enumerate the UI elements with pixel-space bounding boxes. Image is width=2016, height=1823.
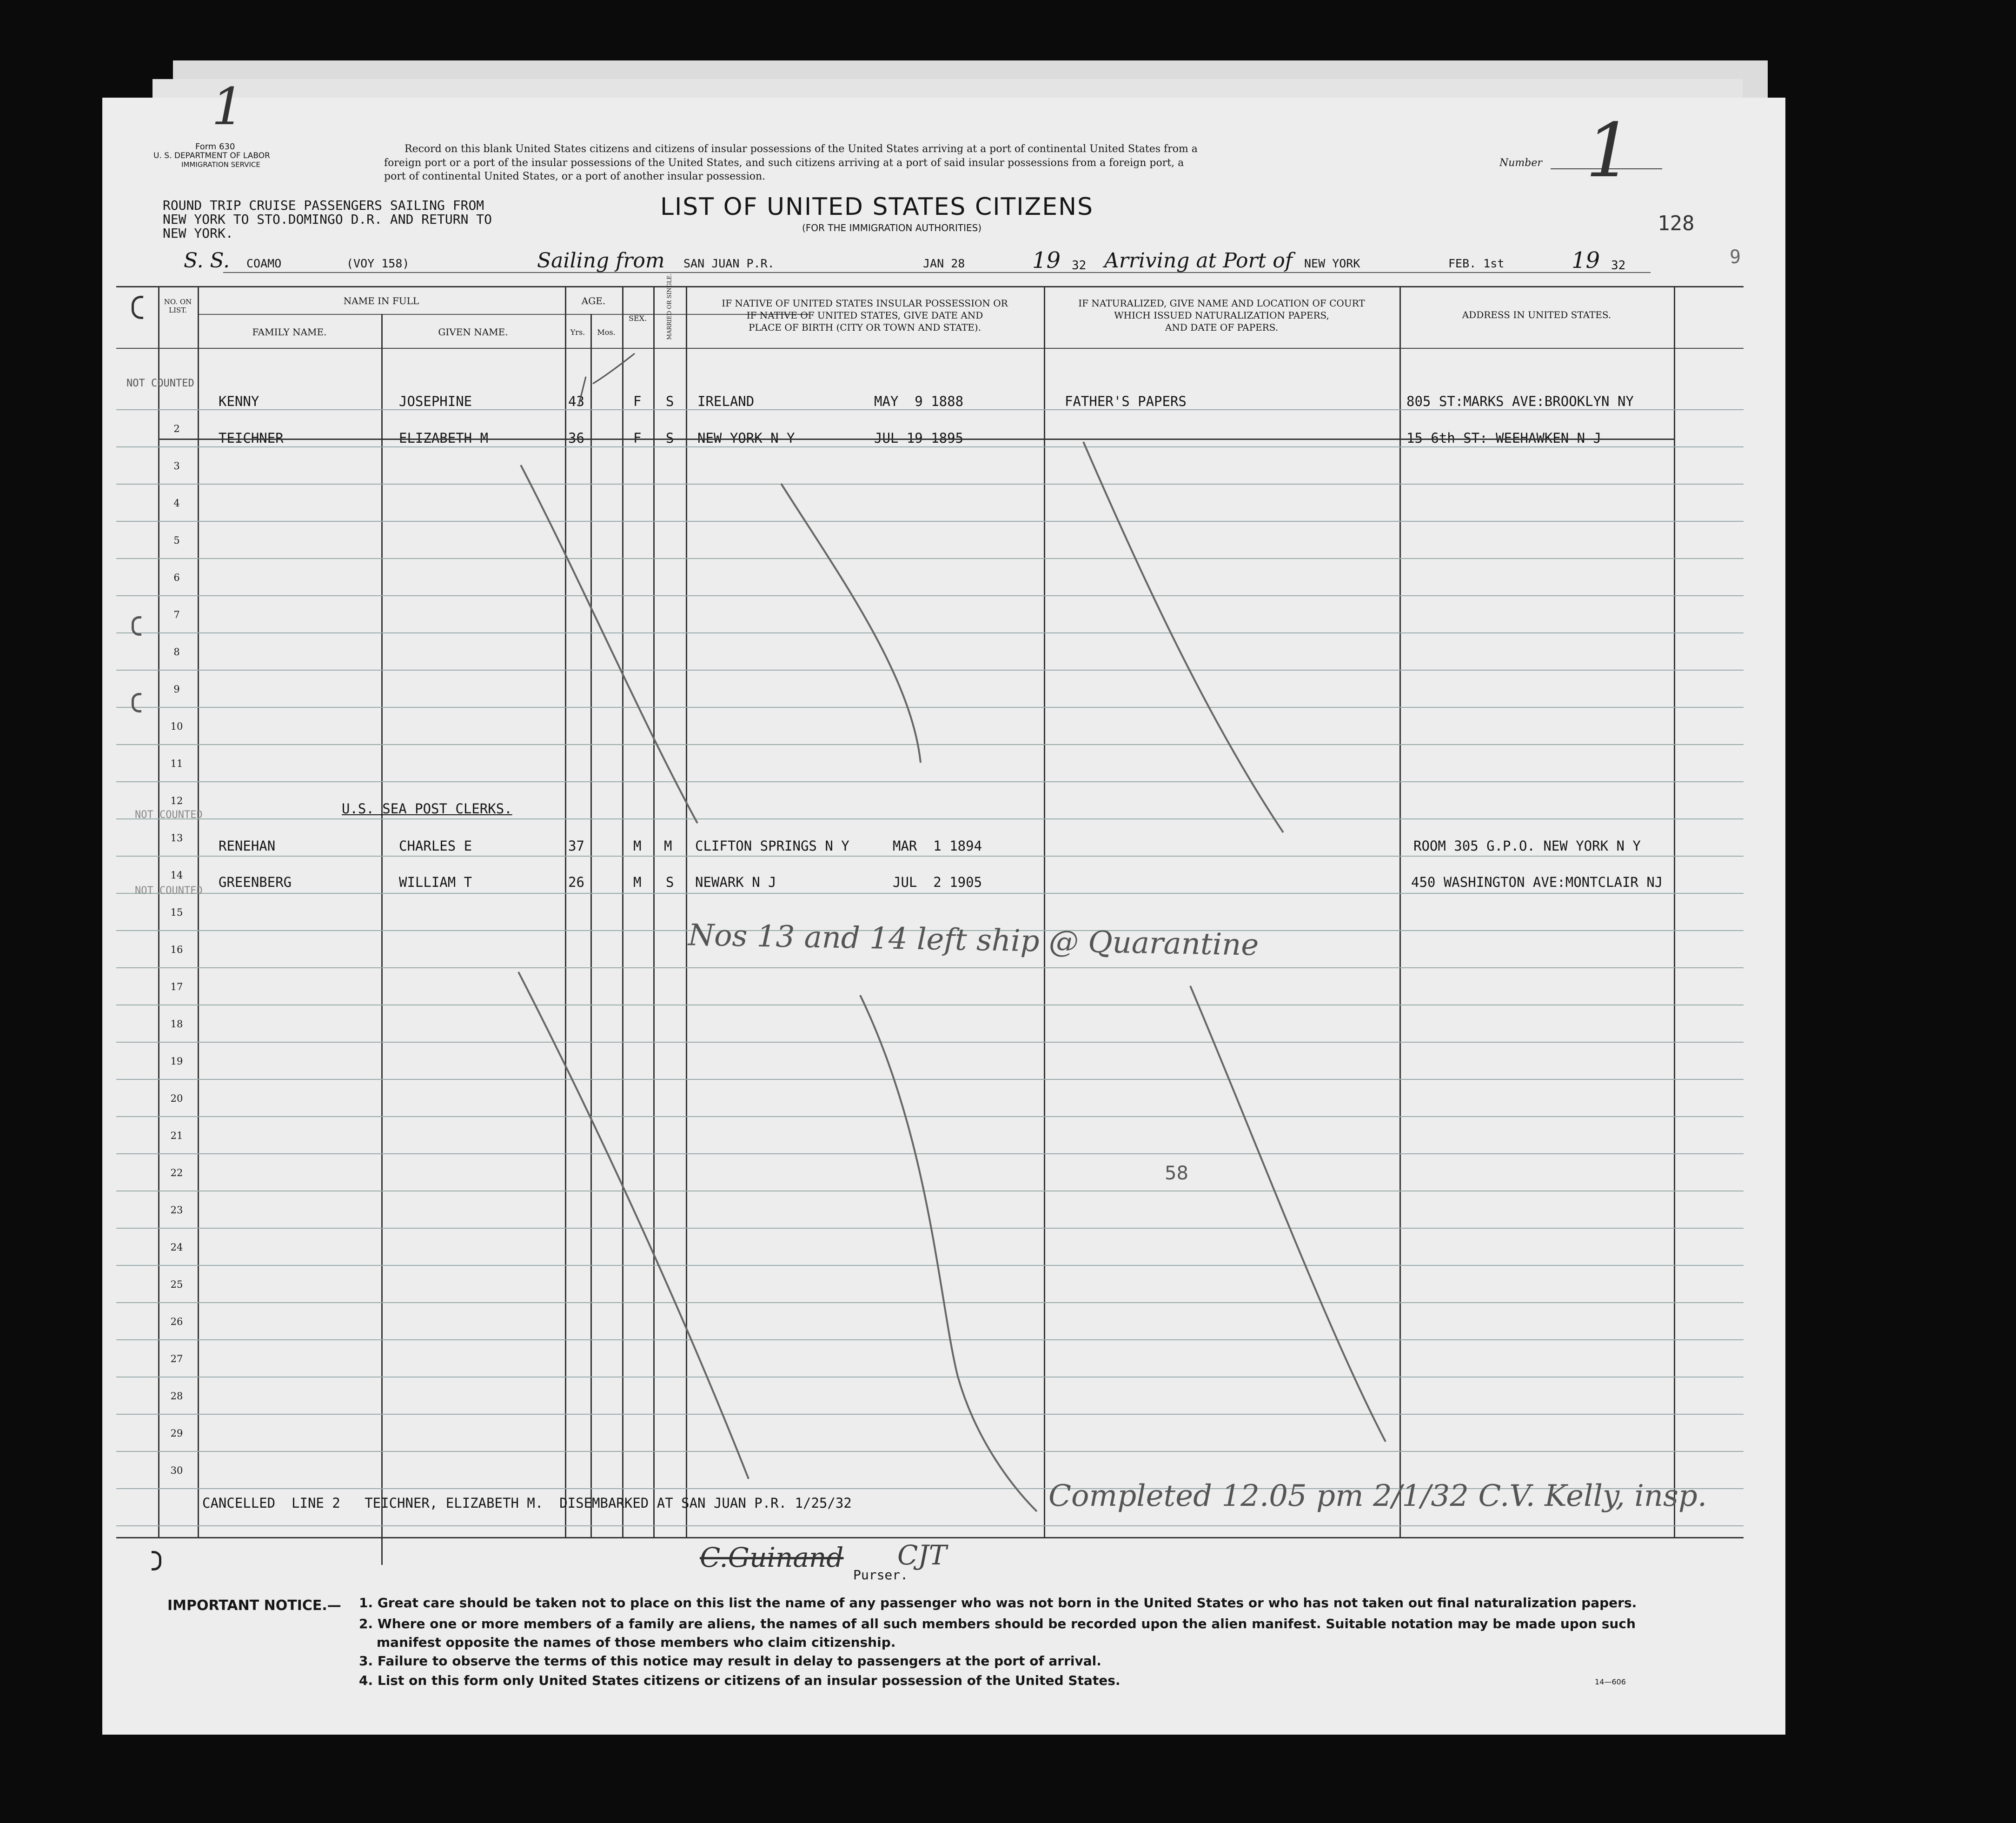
marital-status: S bbox=[666, 393, 674, 409]
age-years: 43 bbox=[568, 393, 584, 409]
arrival-port: NEW YORK bbox=[1304, 257, 1360, 270]
section-label: U.S. SEA POST CLERKS. bbox=[342, 801, 512, 817]
row-number: 4 bbox=[173, 498, 180, 509]
row-number: 17 bbox=[170, 981, 183, 992]
header-birth-2: IF NATIVE OF UNITED STATES, GIVE DATE AND bbox=[746, 310, 983, 321]
cruise-note-2: NEW YORK TO STO.DOMINGO D.R. AND RETURN TO bbox=[163, 212, 492, 227]
instructions-line-2: foreign port or a port of the insular possessions of the United States, and such citizens arriving at a port of said insular possessions from a foreign port, a bbox=[384, 157, 1184, 169]
header-mos: Mos. bbox=[597, 328, 616, 337]
voyage-number: (VOY 158) bbox=[346, 257, 410, 270]
header-naturalized-3: AND DATE OF PAPERS. bbox=[1165, 322, 1279, 333]
row-number: 24 bbox=[170, 1242, 183, 1253]
header-naturalized-2: WHICH ISSUED NATURALIZATION PAPERS, bbox=[1114, 310, 1329, 321]
row-number: 7 bbox=[173, 609, 180, 620]
not-counted-stamp: NOT COUNTED bbox=[135, 809, 203, 821]
birth-place: IRELAND bbox=[697, 393, 755, 409]
row-number: 23 bbox=[170, 1204, 183, 1216]
notice-heading: IMPORTANT NOTICE.— bbox=[167, 1597, 341, 1614]
header-birth-1: IF NATIVE OF UNITED STATES INSULAR POSSESSION OR bbox=[722, 298, 1008, 309]
number-label: Number bbox=[1499, 157, 1542, 169]
birth-place: CLIFTON SPRINGS N Y bbox=[695, 838, 849, 854]
arriving-label: Arriving at Port of bbox=[1104, 249, 1293, 273]
header-yrs: Yrs. bbox=[570, 328, 585, 337]
given-name: JOSEPHINE bbox=[399, 393, 472, 409]
address: 15 6th ST: WEEHAWKEN N J bbox=[1406, 430, 1602, 446]
family-name: GREENBERG bbox=[219, 874, 292, 890]
family-name: RENEHAN bbox=[219, 838, 276, 854]
row-number: 10 bbox=[170, 721, 183, 732]
header-naturalized-1: IF NATURALIZED, GIVE NAME AND LOCATION OF COURT bbox=[1078, 298, 1365, 309]
header-sex: SEX. bbox=[628, 314, 647, 323]
header-no: NO. ON LIST. bbox=[164, 298, 192, 314]
ship-name: COAMO bbox=[246, 257, 282, 270]
binding-mark bbox=[132, 616, 141, 636]
binding-mark bbox=[132, 693, 141, 712]
sailing-label: Sailing from bbox=[537, 249, 665, 273]
purser-initials: CJT bbox=[897, 1539, 947, 1571]
row-number: 18 bbox=[170, 1018, 183, 1030]
row-number: 22 bbox=[170, 1167, 183, 1178]
form-code: 14—606 bbox=[1595, 1677, 1626, 1686]
header-family-name: FAMILY NAME. bbox=[252, 326, 327, 338]
quarantine-note: Nos 13 and 14 left ship @ Quarantine bbox=[688, 918, 1259, 963]
instructions-line-1: Record on this blank United States citizens and citizens of insular possessions of the United States arriving at a port of continental United States from a bbox=[405, 143, 1198, 155]
row-number: 27 bbox=[170, 1353, 183, 1364]
page-subtitle: (FOR THE IMMIGRATION AUTHORITIES) bbox=[802, 222, 982, 233]
notice-item-1: 1. Great care should be taken not to place on this list the name of any passenger who was not born in the United States or who has not taken out final naturalization papers. bbox=[359, 1595, 1637, 1610]
service: IMMIGRATION SERVICE bbox=[181, 160, 260, 169]
department: U. S. DEPARTMENT OF LABOR bbox=[153, 151, 270, 160]
header-given-name: GIVEN NAME. bbox=[438, 326, 508, 338]
row-number: 25 bbox=[170, 1279, 183, 1290]
notice-item-4: 4. List on this form only United States citizens or citizens of an insular possession of the United States. bbox=[359, 1673, 1121, 1688]
row-number: 11 bbox=[170, 758, 183, 769]
given-name: ELIZABETH M bbox=[399, 430, 489, 446]
birth-date: MAY 9 1888 bbox=[874, 393, 964, 409]
sailing-year: 32 bbox=[1072, 259, 1087, 273]
purser-label: Purser. bbox=[853, 1567, 909, 1583]
header-birth-3: PLACE OF BIRTH (CITY OR TOWN AND STATE). bbox=[748, 322, 981, 333]
row-number: 20 bbox=[170, 1093, 183, 1104]
header-married: MARRIED OR SINGLE. bbox=[666, 273, 673, 340]
notice-item-2: 2. Where one or more members of a family are aliens, the names of all such members should be recorded upon the alien manifest. Suitable notation may be made upon such bbox=[359, 1616, 1636, 1631]
age-years: 36 bbox=[568, 430, 584, 446]
row-number: 12 bbox=[170, 795, 183, 806]
header-name-in-full: NAME IN FULL bbox=[343, 295, 419, 306]
given-name: CHARLES E bbox=[399, 838, 472, 854]
row-number: 9 bbox=[173, 684, 180, 695]
given-name: WILLIAM T bbox=[399, 874, 472, 890]
sex: M bbox=[633, 874, 642, 890]
age-years: 26 bbox=[568, 874, 584, 890]
row-number: 15 bbox=[170, 907, 183, 918]
sex: F bbox=[633, 430, 642, 446]
row-number: 19 bbox=[170, 1056, 183, 1067]
row-number: 8 bbox=[173, 646, 180, 658]
page-title: LIST OF UNITED STATES CITIZENS bbox=[660, 193, 1094, 221]
row-number: 6 bbox=[173, 572, 180, 583]
birth-place: NEWARK N J bbox=[695, 874, 776, 890]
cruise-note-3: NEW YORK. bbox=[163, 226, 233, 241]
header-address: ADDRESS IN UNITED STATES. bbox=[1462, 309, 1611, 320]
edge-mark: 9 bbox=[1730, 246, 1741, 268]
sex: M bbox=[633, 838, 642, 854]
arrival-year: 32 bbox=[1611, 259, 1626, 273]
sailing-date: JAN 28 bbox=[923, 257, 965, 270]
not-counted-stamp: NOT COUNTED bbox=[126, 378, 194, 389]
marital-status: S bbox=[666, 874, 674, 890]
arrival-date: FEB. 1st bbox=[1448, 257, 1505, 270]
age-years: 37 bbox=[568, 838, 584, 854]
corner-mark: 1 bbox=[212, 77, 244, 136]
row-number: 30 bbox=[170, 1465, 183, 1476]
row-number: 5 bbox=[173, 535, 180, 546]
page-number: 128 bbox=[1658, 212, 1695, 235]
row-number: 21 bbox=[170, 1130, 183, 1141]
ss-label: S. S. bbox=[184, 249, 230, 273]
marital-status: M bbox=[664, 838, 672, 854]
birth-date: JUL 2 1905 bbox=[893, 874, 982, 890]
form-number: Form 630 bbox=[195, 142, 235, 152]
address: 450 WASHINGTON AVE:MONTCLAIR NJ bbox=[1411, 874, 1663, 890]
completed-note: Completed 12.05 pm 2/1/32 C.V. Kelly, insp. bbox=[1048, 1479, 1707, 1513]
row-number: 3 bbox=[173, 460, 180, 472]
family-name: KENNY bbox=[219, 393, 259, 409]
row-number: 16 bbox=[170, 944, 183, 955]
birth-date: MAR 1 1894 bbox=[893, 838, 982, 854]
cruise-note-1: ROUND TRIP CRUISE PASSENGERS SAILING FROM bbox=[163, 198, 484, 213]
sex: F bbox=[633, 393, 642, 409]
row-number: 29 bbox=[170, 1428, 183, 1439]
header-age: AGE. bbox=[581, 295, 606, 306]
number-value: 1 bbox=[1585, 107, 1633, 194]
row-number: 13 bbox=[170, 832, 183, 844]
cancel-note: CANCELLED LINE 2 TEICHNER, ELIZABETH M. DISEMBARKED AT SAN JUAN P.R. 1/25/32 bbox=[202, 1495, 852, 1511]
sailing-port: SAN JUAN P.R. bbox=[683, 257, 775, 270]
row-number: 2 bbox=[173, 423, 180, 434]
birth-place: NEW YORK N Y bbox=[697, 430, 795, 446]
notice-item-3: 3. Failure to observe the terms of this notice may result in delay to passengers at the port of arrival. bbox=[359, 1653, 1101, 1669]
row-number: 26 bbox=[170, 1316, 183, 1327]
stray-number: 58 bbox=[1165, 1163, 1188, 1184]
address: ROOM 305 G.P.O. NEW YORK N Y bbox=[1413, 838, 1641, 854]
address: 805 ST:MARKS AVE:BROOKLYN NY bbox=[1406, 393, 1634, 409]
marital-status: S bbox=[666, 430, 674, 446]
naturalization-papers: FATHER'S PAPERS bbox=[1065, 393, 1187, 409]
arrival-year-label: 19 bbox=[1572, 247, 1600, 273]
purser-signature: C.Guinand bbox=[700, 1542, 844, 1573]
year-label: 19 bbox=[1032, 247, 1061, 273]
instructions-line-3: port of continental United States, or a port of another insular possession. bbox=[384, 171, 766, 182]
not-counted-stamp: NOT COUNTED bbox=[135, 885, 203, 897]
binding-mark bbox=[132, 296, 143, 319]
notice-item-2-cont: manifest opposite the names of those members who claim citizenship. bbox=[377, 1635, 896, 1650]
row-number: 28 bbox=[170, 1391, 183, 1402]
family-name: TEICHNER bbox=[219, 430, 284, 446]
row-number: 14 bbox=[170, 870, 183, 881]
birth-date: JUL 19 1895 bbox=[874, 430, 964, 446]
